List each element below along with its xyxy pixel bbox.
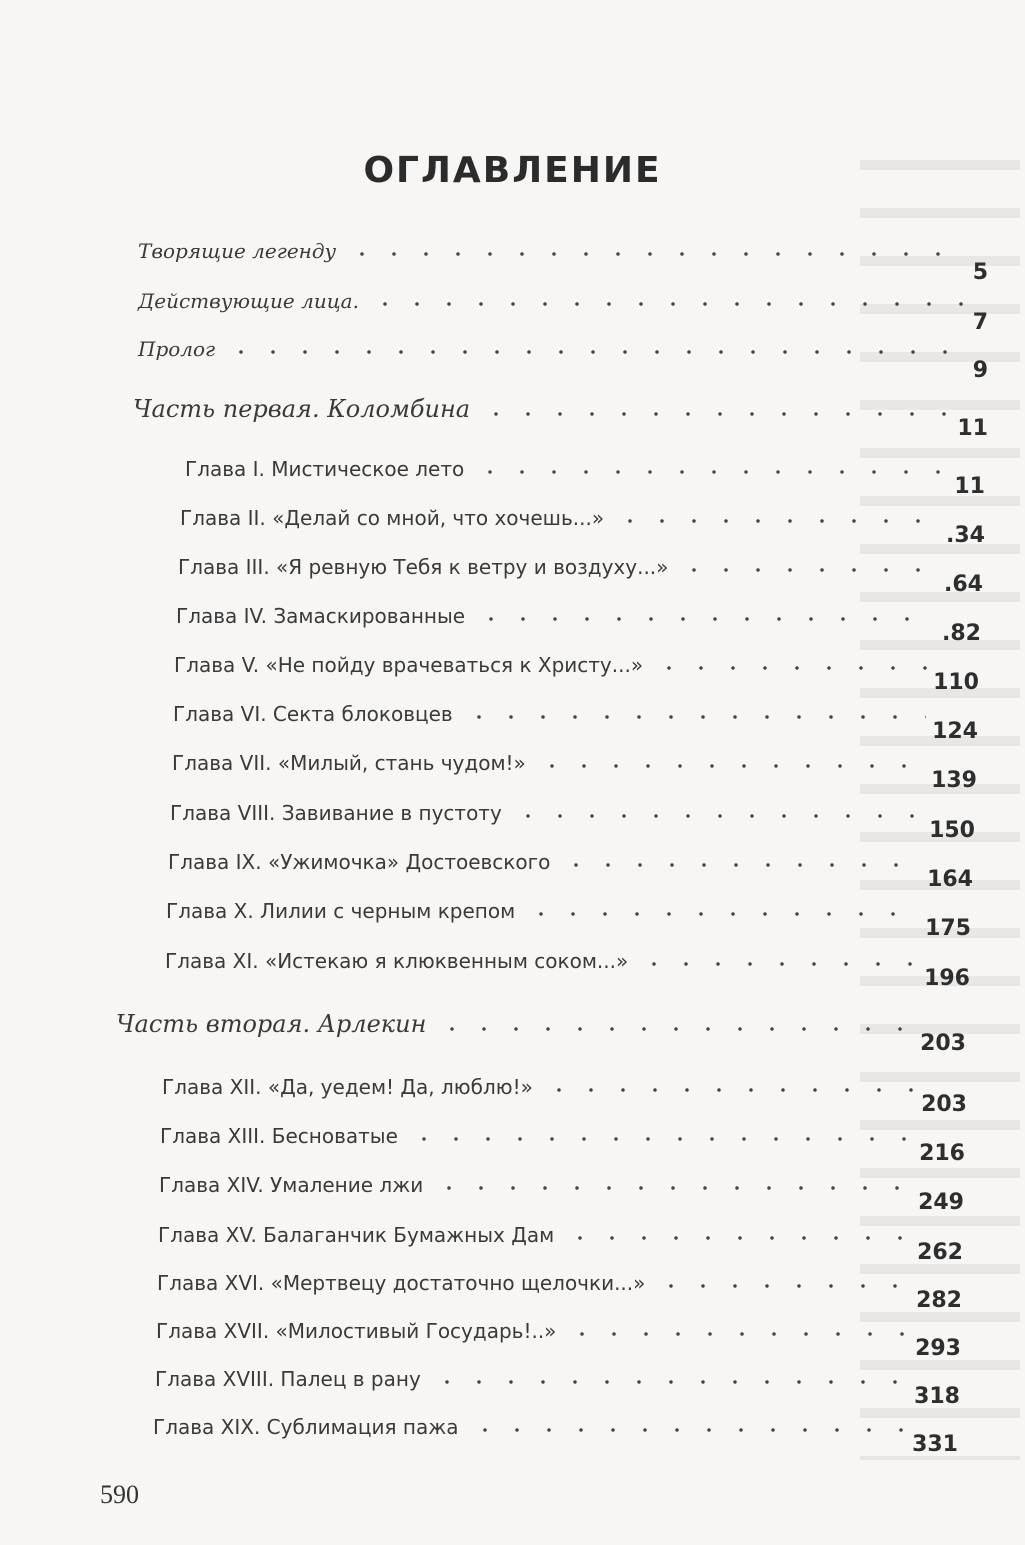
dot-leader: [614, 518, 940, 524]
toc-entry-label: Часть первая. Коломбина: [133, 395, 471, 423]
toc-entry-label: Глава VIII. Завивание в пустоту: [170, 801, 502, 825]
toc-entry-page: 139: [931, 768, 977, 793]
toc-chapter: [176, 603, 981, 646]
toc-entry-page: 282: [916, 1288, 962, 1313]
toc-entry-label: Глава VII. «Милый, стань чудом!»: [172, 751, 526, 775]
dot-leader: [431, 1379, 908, 1385]
dot-leader: [469, 1427, 907, 1433]
dot-leader: [475, 616, 936, 622]
dot-leader: [512, 813, 923, 819]
toc-chapter: [158, 1222, 963, 1265]
toc-part: [116, 1010, 966, 1056]
toc-chapter: [170, 800, 975, 843]
dot-leader: [480, 411, 951, 417]
toc-entry-page: 203: [921, 1092, 967, 1117]
toc-entry-page: 196: [924, 966, 970, 991]
toc-entry-page: 11: [954, 474, 985, 499]
toc-entry-page: 318: [914, 1384, 960, 1409]
toc-entry-label: Глава XII. «Да, уедем! Да, люблю!»: [162, 1075, 533, 1099]
dot-leader: [678, 567, 938, 573]
toc-chapter: [174, 652, 979, 695]
toc-entry: [138, 288, 988, 335]
dot-leader: [655, 1283, 910, 1289]
dot-leader: [638, 961, 918, 967]
toc-entry-label: Глава XV. Балаганчик Бумажных Дам: [158, 1223, 555, 1247]
toc-entry-label: Действующие лица.: [138, 289, 359, 313]
toc-entry-page: 11: [957, 416, 988, 441]
dot-leader: [543, 1087, 915, 1093]
toc-entry-label: Глава I. Мистическое лето: [185, 457, 465, 481]
toc-chapter: [168, 849, 973, 892]
toc-entry-page: 249: [918, 1190, 964, 1215]
toc-chapter: [160, 1123, 965, 1166]
dot-leader: [463, 714, 926, 720]
toc-chapter: [156, 1318, 961, 1361]
toc-entry-label: Часть вторая. Арлекин: [116, 1010, 427, 1038]
toc-entry-page: 7: [972, 310, 988, 335]
toc-chapter: [165, 948, 970, 991]
toc-entry-label: Глава XIX. Сублимация пажа: [153, 1415, 459, 1439]
toc-entry-page: 203: [920, 1031, 966, 1056]
dot-leader: [653, 665, 927, 671]
toc-entry-page: 164: [927, 867, 973, 892]
dot-leader: [564, 1235, 911, 1241]
toc-entry-label: Глава IV. Замаскированные: [176, 604, 466, 628]
dot-leader: [369, 301, 967, 307]
dot-leader: [536, 763, 925, 769]
dot-leader: [436, 1026, 914, 1032]
toc-entry-label: Глава XVI. «Мертвецу достаточно щелочки...»: [157, 1271, 646, 1295]
toc-entry-page: 5: [972, 260, 988, 285]
toc-entry-page: 216: [919, 1141, 965, 1166]
toc-chapter: [180, 505, 985, 548]
toc-entry-label: Глава V. «Не пойду врачеваться к Христу...»: [174, 653, 644, 677]
toc-entry-label: Глава XI. «Истекаю я клюквенным соком...»: [165, 949, 629, 973]
toc-entry-label: Глава X. Лилии с черным крепом: [166, 899, 516, 923]
toc-entry-page: .34: [946, 523, 985, 548]
page-title: ОГЛАВЛЕНИЕ: [363, 150, 662, 191]
toc-entry-page: 175: [925, 916, 971, 941]
dot-leader: [408, 1136, 913, 1142]
toc-chapter: [157, 1270, 962, 1313]
toc-chapter: [185, 456, 985, 499]
toc-entry: [138, 336, 988, 383]
toc-entry: [138, 238, 988, 285]
toc-chapter: [178, 554, 983, 597]
page-number: 590: [100, 1480, 139, 1509]
toc-entry-page: 150: [929, 818, 975, 843]
toc-chapter: [155, 1366, 960, 1409]
toc-entry-page: .82: [942, 621, 981, 646]
dot-leader: [346, 251, 967, 257]
dot-leader: [560, 862, 921, 868]
toc-entry-page: 9: [972, 358, 988, 383]
dot-leader: [225, 349, 967, 355]
toc-entry-label: Творящие легенду: [138, 239, 337, 263]
toc-entry-label: Глава XIV. Умаление лжи: [159, 1173, 424, 1197]
toc-entry-page: 293: [915, 1336, 961, 1361]
toc-entry-label: Глава XVIII. Палец в рану: [155, 1367, 421, 1391]
dot-leader: [566, 1331, 909, 1337]
toc-chapter: [153, 1414, 958, 1457]
toc-chapter: [173, 701, 978, 744]
toc-entry-label: Глава II. «Делай со мной, что хочешь...»: [180, 506, 605, 530]
toc-entry-label: Глава XVII. «Милостивый Государь!..»: [156, 1319, 557, 1343]
toc-chapter: [166, 898, 971, 941]
toc-entry-page: 110: [933, 670, 979, 695]
toc-entry-label: Глава XIII. Бесноватые: [160, 1124, 398, 1148]
dot-leader: [474, 469, 948, 475]
toc-chapter: [162, 1074, 967, 1117]
toc-entry-label: Глава IX. «Ужимочка» Достоевского: [168, 850, 551, 874]
toc-entry-page: 124: [932, 719, 978, 744]
toc-part: [133, 395, 988, 441]
toc-entry-page: 262: [917, 1240, 963, 1265]
toc-entry-label: Пролог: [138, 337, 216, 361]
dot-leader: [433, 1185, 912, 1191]
toc-entry-page: 331: [912, 1432, 958, 1457]
toc-entry-page: .64: [944, 572, 983, 597]
toc-entry-label: Глава VI. Секта блоковцев: [173, 702, 453, 726]
toc-chapter: [172, 750, 977, 793]
toc-chapter: [159, 1172, 964, 1215]
dot-leader: [525, 911, 919, 917]
toc-entry-label: Глава III. «Я ревную Тебя к ветру и воздуху...»: [178, 555, 669, 579]
